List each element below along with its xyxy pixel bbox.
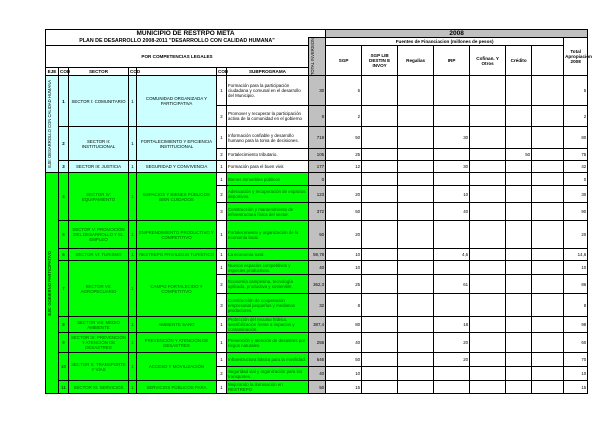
credito-value <box>506 76 532 106</box>
total-inversion: 50 <box>309 381 326 394</box>
blank-value <box>532 353 564 367</box>
apropiacion-value: 15 <box>564 381 588 394</box>
total-inversion: 362,3 <box>309 275 326 294</box>
programa-cod: 1 <box>129 76 137 127</box>
credito-value <box>506 173 532 186</box>
sector-name: SECTOR VII: AGROPECUARIO <box>69 261 129 317</box>
regalias-value <box>398 127 434 149</box>
sector-name: SECTOR IX: PREVENCIÓN Y ATENCIÓN DE DESASTRES <box>69 333 129 353</box>
year-header: 2008 <box>326 30 588 38</box>
total-inversion: 40 <box>309 367 326 381</box>
subprograma: Prevención y atención de desastres por riegos naturales. <box>227 333 309 353</box>
blank-value <box>532 367 564 381</box>
sgp-value: 8 <box>326 294 362 317</box>
programa-name: ACCESO Y MOVILIZACIÓN <box>137 353 217 381</box>
sub-cod: 2 <box>217 106 227 127</box>
sub-cod: 2 <box>217 186 227 203</box>
subprograma: Mejorando la iluminación en RESTREPO <box>227 381 309 394</box>
regalias-value <box>398 161 434 173</box>
regalias-value <box>398 381 434 394</box>
programa-header <box>137 68 217 76</box>
subprograma: Adecuación y recuperación de espacios deportivos. <box>227 186 309 203</box>
sub-cod: 1 <box>217 317 227 333</box>
cofinan-value <box>470 275 506 294</box>
total-2008-header: Total Apropiacion 2008 <box>564 38 588 76</box>
sub-cod: 1 <box>217 221 227 249</box>
irp-header: IRP <box>434 46 470 76</box>
programa-cod: 1 <box>129 261 137 317</box>
cofinan-value <box>470 367 506 381</box>
sub-cod: 1 <box>217 381 227 394</box>
irp-value <box>434 221 470 249</box>
sgp-value: 10 <box>326 261 362 275</box>
subprograma: Infraestructura básica para la movilidad. <box>227 353 309 367</box>
cod-header-1: COD <box>60 69 71 75</box>
irp-value: 61 <box>434 275 470 294</box>
programa-name: SERVICIOS PÚBLICOS PARA <box>137 381 217 394</box>
apropiacion-value: 10 <box>564 261 588 275</box>
sub-cod: 1 <box>217 76 227 106</box>
programa-cod: 1 <box>129 173 137 221</box>
programa-cod: 1 <box>129 317 137 333</box>
total-inversion: 30 <box>309 76 326 106</box>
sgp-libre-value <box>362 367 398 381</box>
cofinan-value <box>470 186 506 203</box>
total-inversion: 646 <box>309 353 326 367</box>
irp-value <box>434 261 470 275</box>
irp-value: 10 <box>434 186 470 203</box>
apropiacion-value: 86 <box>564 275 588 294</box>
programa-cod: 1 <box>129 161 137 173</box>
sgp-header: SGP <box>326 46 362 76</box>
sgp-libre-value <box>362 381 398 394</box>
regalias-value <box>398 249 434 261</box>
apropiacion-value: 75 <box>564 149 588 161</box>
irp-value <box>434 381 470 394</box>
sgp-value: 50 <box>326 203 362 221</box>
sgp-libre-value <box>362 317 398 333</box>
irp-value: 20 <box>434 333 470 353</box>
credito-value <box>506 161 532 173</box>
fuentes-header: Fuentes de Financiacion (millones de pesos) <box>326 38 564 46</box>
apropiacion-value: 2 <box>564 106 588 127</box>
irp-value <box>434 294 470 317</box>
credito-value <box>506 249 532 261</box>
sector-cod: 2 <box>59 127 69 161</box>
sgp-value: 10 <box>326 249 362 261</box>
programa-name: COMUNIDAD ORGANIZADA Y PARTICIPATIVA <box>137 76 217 127</box>
sub-cod: 1 <box>217 127 227 149</box>
sub-cod: 3 <box>217 203 227 221</box>
subprograma: Formación para la participación ciudadana y comunal en el desarrollo del Municipio. <box>227 76 309 106</box>
sector-cod: 9 <box>59 333 69 353</box>
sub-cod: 1 <box>217 249 227 261</box>
page-title: MUNICIPIO DE RESTRPO META <box>46 30 326 38</box>
apropiacion-value: 70 <box>564 353 588 367</box>
apropiacion-value: 98 <box>564 317 588 333</box>
subprograma: Información confiable y desarrollo humano para la toma de decisiones. <box>227 127 309 149</box>
programa-cod: 1 <box>129 353 137 381</box>
irp-value <box>434 173 470 186</box>
sector-name: SECTOR II: INSTITUCIONAL <box>69 127 129 161</box>
page-subtitle: PLAN DE DESARROLLO 2008-2011 "DESARROLLO CON CALIDAD HUMANA" <box>46 38 309 46</box>
programa-cod: 1 <box>129 333 137 353</box>
total-inversion: 256 <box>309 333 326 353</box>
blank-value <box>532 106 564 127</box>
sgp-libre-value <box>362 76 398 106</box>
blank-value <box>532 221 564 249</box>
sgp-libre-value <box>362 294 398 317</box>
subprograma: Promover y recuperar la participación activa de la comunidad en el gobierno <box>227 106 309 127</box>
credito-value <box>506 317 532 333</box>
sector-name: SECTOR VI: TURISMO <box>69 249 129 261</box>
sector-name: SECTOR I: COMUNITARIO <box>69 76 129 127</box>
sub-cod: 2 <box>217 149 227 161</box>
sub-cod: 1 <box>217 261 227 275</box>
blank-value <box>532 203 564 221</box>
regalias-value <box>398 173 434 186</box>
irp-value: 30 <box>434 161 470 173</box>
credito-value <box>506 294 532 317</box>
blank-value <box>532 186 564 203</box>
sector-cod: 7 <box>59 261 69 317</box>
blank-header <box>532 46 564 76</box>
total-inversion: 719 <box>309 127 326 149</box>
subprograma: Seguridad vial y organización para los transportes. <box>227 367 309 381</box>
cofinan-value <box>470 317 506 333</box>
subprograma: Formación para el buen vivir. <box>227 161 309 173</box>
sgp-value: 40 <box>326 333 362 353</box>
programa-cod: 1 <box>129 127 137 161</box>
subprograma: La economía rural. <box>227 249 309 261</box>
programa-name: ESPACIOS Y BIENES PÚBLICOS BIEN CUIDADOS <box>137 173 217 221</box>
credito-value <box>506 186 532 203</box>
blank-value <box>532 173 564 186</box>
cofinan-value <box>470 149 506 161</box>
programa-name: FORTALECIMIENTO Y EFICIENCIA INSTITUCIONAL <box>137 127 217 161</box>
sgp-value: 20 <box>326 186 362 203</box>
competencias-header: POR COMPETENCIAS LEGALES <box>46 46 309 68</box>
subprograma: Construcción de cooperación empresarial pequeños y medianos productores. <box>227 294 309 317</box>
sector-name: SECTOR IV: EQUIPAMIENTO <box>69 173 129 221</box>
sgp-value: 15 <box>326 381 362 394</box>
apropiacion-value: 30 <box>564 186 588 203</box>
credito-value <box>506 275 532 294</box>
total-inversion: 32 <box>309 294 326 317</box>
irp-value <box>434 367 470 381</box>
regalias-value <box>398 221 434 249</box>
programa-name: RESTREPO PRIVILEGIO TURÍSTICO <box>137 249 217 261</box>
sgp-libre-value <box>362 353 398 367</box>
sub-cod: 1 <box>217 173 227 186</box>
sector-name: SECTOR VIII: MEDIO AMBIENTE <box>69 317 129 333</box>
credito-value <box>506 127 532 149</box>
total-inversion: 387,4 <box>309 317 326 333</box>
sgp-libre-value <box>362 149 398 161</box>
regalias-value <box>398 294 434 317</box>
total-inversion-header: TOTAL INVERSION <box>309 38 326 76</box>
cofinan-value <box>470 261 506 275</box>
sector-name: SECTOR XI: SERVICIOS <box>69 381 129 394</box>
credito-value <box>506 381 532 394</box>
regalias-value <box>398 106 434 127</box>
total-inversion: 50 <box>309 221 326 249</box>
cofinan-value <box>470 76 506 106</box>
sgp-value: 50 <box>326 127 362 149</box>
total-inversion: 8 <box>309 106 326 127</box>
eje-2-cell: EJE: GOBIERNO PARTICIPATIVO <box>46 173 59 394</box>
apropiacion-value: 0 <box>564 173 588 186</box>
sgp-value: 80 <box>326 317 362 333</box>
total-inversion: 40 <box>309 261 326 275</box>
apropiacion-value: 80 <box>564 127 588 149</box>
regalias-value <box>398 275 434 294</box>
regalias-value <box>398 333 434 353</box>
sgp-value <box>326 173 362 186</box>
subprograma-header: SUBPROGRAMA <box>227 68 309 76</box>
sgp-libre-value <box>362 249 398 261</box>
sgp-libre-value <box>362 186 398 203</box>
blank-value <box>532 149 564 161</box>
programa-cod: 1 <box>129 381 137 394</box>
regalias-value <box>398 149 434 161</box>
credito-value <box>506 333 532 353</box>
irp-value <box>434 149 470 161</box>
cofinan-value <box>470 353 506 367</box>
regalias-value <box>398 203 434 221</box>
sgp-libre-value <box>362 261 398 275</box>
total-inversion: 177 <box>309 161 326 173</box>
blank-value <box>532 275 564 294</box>
regalias-value <box>398 353 434 367</box>
subprograma: Fortalecimiento y organización de la economía local. <box>227 221 309 249</box>
programa-name: SEGURIDAD Y CONVIVENCIA <box>137 161 217 173</box>
subprograma: Nuevos espacios competitivos y especies productivas. <box>227 261 309 275</box>
irp-value: 18 <box>434 317 470 333</box>
cofinan-value <box>470 249 506 261</box>
cod-header-2: COD <box>130 69 141 75</box>
sector-name: SECTOR III: JUSTICIA <box>69 161 129 173</box>
programa-name: CAMPO FORTALECIDO Y COMPETITIVO <box>137 261 217 317</box>
sgp-value: 50 <box>326 353 362 367</box>
sector-cod: 11 <box>59 381 69 394</box>
cofinan-value <box>470 381 506 394</box>
programa-name: AMBIENTE SANO <box>137 317 217 333</box>
sector-cod: 8 <box>59 317 69 333</box>
sgp-libre-value <box>362 127 398 149</box>
apropiacion-value: 20 <box>564 221 588 249</box>
apropiacion-value: 90 <box>564 203 588 221</box>
sector-cod: 3 <box>59 161 69 173</box>
irp-value: 4,6 <box>434 249 470 261</box>
sub-cod: 3 <box>217 294 227 317</box>
regalias-value <box>398 186 434 203</box>
total-inversion: 123 <box>309 186 326 203</box>
credito-value <box>506 221 532 249</box>
credito-value <box>506 353 532 367</box>
blank-value <box>532 333 564 353</box>
sgp-value: 20 <box>326 221 362 249</box>
irp-value: 20 <box>434 353 470 367</box>
blank-value <box>532 261 564 275</box>
eje-header: EJE <box>46 68 59 76</box>
spreadsheet <box>45 29 592 394</box>
plan-table <box>45 29 592 394</box>
apropiacion-value: 5 <box>564 76 588 106</box>
regalias-value <box>398 367 434 381</box>
cofinan-value <box>470 333 506 353</box>
programa-cod: 1 <box>129 249 137 261</box>
credito-value <box>506 203 532 221</box>
credito-value <box>506 261 532 275</box>
sub-cod: 2 <box>217 367 227 381</box>
apropiacion-value: 8 <box>564 294 588 317</box>
sgp-libre-value <box>362 203 398 221</box>
total-inversion: 372 <box>309 203 326 221</box>
sector-header: SECTOR <box>69 68 129 76</box>
cofinan-value <box>470 173 506 186</box>
sgp-libre-value <box>362 106 398 127</box>
regalias-value <box>398 76 434 106</box>
sgp-value: 25 <box>326 275 362 294</box>
cofinan-value <box>470 127 506 149</box>
regalias-header: Regalías <box>398 46 434 76</box>
sub-cod: 1 <box>217 353 227 367</box>
sector-cod: 1 <box>59 76 69 127</box>
sgp-value: 5 <box>326 76 362 106</box>
credito-value <box>506 367 532 381</box>
cofinan-value <box>470 294 506 317</box>
regalias-value <box>398 261 434 275</box>
sector-cod: 5 <box>59 221 69 249</box>
sgp-value: 25 <box>326 149 362 161</box>
cofinan-header: Cofinan. Y Otros <box>470 46 506 76</box>
blank-value <box>532 294 564 317</box>
sgp-libre-value <box>362 161 398 173</box>
irp-value: 40 <box>434 203 470 221</box>
cofinan-value <box>470 203 506 221</box>
sector-cod: 4 <box>59 173 69 221</box>
programa-name: EMPRENDIMIENTO PRODUCTIVO Y COMPETITIVO <box>137 221 217 249</box>
sub-cod: 1 <box>217 161 227 173</box>
total-inversion: 0 <box>309 173 326 186</box>
irp-value <box>434 106 470 127</box>
subprograma: Protección del recurso hídrico, sensibilización frente a impactos y contaminación. <box>227 317 309 333</box>
sgp-libre-header: SGP LIB DESTIN E INVOY <box>362 46 398 76</box>
subprograma: Economía campesina, tecnología aplicada, productiva y sostenible. <box>227 275 309 294</box>
total-inversion: 105 <box>309 149 326 161</box>
blank-value <box>532 381 564 394</box>
cofinan-value <box>470 221 506 249</box>
irp-value <box>434 76 470 106</box>
apropiacion-value: 14,6 <box>564 249 588 261</box>
eje-1-cell: EJE: DESARROLLO CON CALIDAD HUMANA <box>46 76 59 173</box>
sgp-value: 2 <box>326 106 362 127</box>
sub-cod: 1 <box>217 333 227 353</box>
blank-value <box>532 249 564 261</box>
blank-value <box>532 161 564 173</box>
sector-cod: 10 <box>59 353 69 381</box>
regalias-value <box>398 317 434 333</box>
credito-value <box>506 106 532 127</box>
total-inversion: 59,78 <box>309 249 326 261</box>
credito-header: Crédito <box>506 46 532 76</box>
subprograma: Bienes inmuebles públicos <box>227 173 309 186</box>
programa-name: PREVENCIÓN Y ATENCIÓN DE DESASTRES <box>137 333 217 353</box>
cofinan-value <box>470 106 506 127</box>
apropiacion-value: 42 <box>564 161 588 173</box>
credito-value: 50 <box>506 149 532 161</box>
sgp-value: 12 <box>326 161 362 173</box>
apropiacion-value: 60 <box>564 333 588 353</box>
sgp-libre-value <box>362 275 398 294</box>
subprograma: Fortalecimiento tributario. <box>227 149 309 161</box>
sgp-libre-value <box>362 333 398 353</box>
cod-header-3: COD <box>218 69 229 75</box>
irp-value: 30 <box>434 127 470 149</box>
sector-name: SECTOR V: PROMOCIÓN DEL DESARROLLO Y EL EMPLEO <box>69 221 129 249</box>
sgp-libre-value <box>362 173 398 186</box>
sgp-value: 10 <box>326 367 362 381</box>
sgp-libre-value <box>362 221 398 249</box>
blank-value <box>532 317 564 333</box>
blank-value <box>532 127 564 149</box>
apropiacion-value: 10 <box>564 367 588 381</box>
programa-cod: 1 <box>129 221 137 249</box>
sector-name: SECTOR X: TRANSPORTE Y VÍAS <box>69 353 129 381</box>
sub-cod: 2 <box>217 275 227 294</box>
sector-cod: 6 <box>59 249 69 261</box>
cofinan-value <box>470 161 506 173</box>
blank-value <box>532 76 564 106</box>
subprograma: Construcción y mantenimiento de infraestructura física del sector. <box>227 203 309 221</box>
